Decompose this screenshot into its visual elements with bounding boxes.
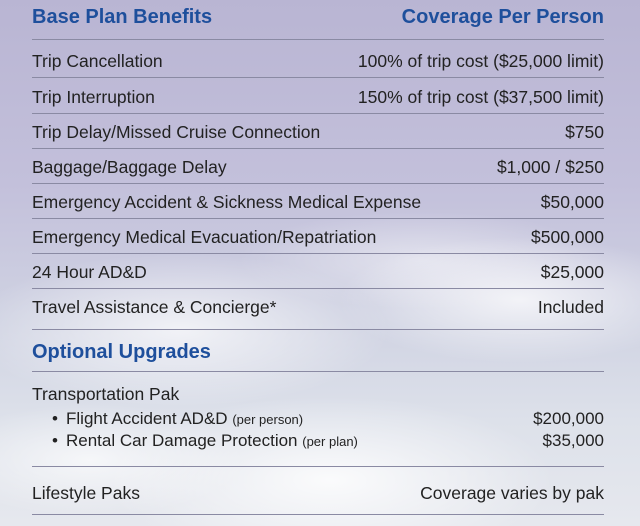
bullet: • [52, 431, 58, 450]
divider [32, 466, 604, 467]
benefit-label: Baggage/Baggage Delay [32, 157, 227, 177]
benefit-label: Trip Cancellation [32, 51, 163, 71]
lifestyle-paks-label: Lifestyle Paks [32, 483, 140, 503]
coverage-heading: Coverage Per Person [401, 6, 604, 28]
benefit-label: Emergency Medical Evacuation/Repatriation [32, 227, 377, 247]
upgrade-item-label: Flight Accident AD&D (per person) [66, 409, 304, 428]
upgrade-item-value: $200,000 [533, 409, 604, 428]
divider [32, 113, 604, 114]
upgrade-item-note: (per person) [232, 412, 304, 427]
benefit-value: $1,000 / $250 [496, 157, 604, 177]
divider [32, 77, 604, 78]
benefit-value: $750 [565, 122, 604, 142]
transportation-pak-label: Transportation Pak [32, 384, 180, 404]
divider [32, 148, 604, 149]
upgrades-heading: Optional Upgrades [32, 341, 211, 363]
benefit-value: $500,000 [531, 227, 604, 247]
upgrade-item-label: Rental Car Damage Protection (per plan) [66, 431, 358, 450]
divider [32, 514, 604, 515]
benefit-label: Trip Interruption [32, 87, 155, 107]
upgrade-item-value: $35,000 [542, 431, 604, 450]
divider [32, 329, 604, 330]
benefit-label: 24 Hour AD&D [32, 262, 147, 282]
benefit-value: $25,000 [540, 262, 604, 282]
divider [32, 218, 604, 219]
upgrade-item-note: (per plan) [302, 434, 358, 449]
benefit-value: 100% of trip cost ($25,000 limit) [357, 51, 604, 71]
divider [32, 371, 604, 372]
divider [32, 253, 604, 254]
benefit-value: 150% of trip cost ($37,500 limit) [357, 87, 604, 107]
lifestyle-paks-value: Coverage varies by pak [420, 483, 604, 503]
benefits-heading: Base Plan Benefits [32, 6, 213, 28]
divider [32, 288, 604, 289]
benefit-label: Emergency Accident & Sickness Medical Expense [32, 192, 422, 212]
bullet: • [52, 409, 58, 428]
benefit-label: Travel Assistance & Concierge* [32, 297, 277, 317]
benefit-value: $50,000 [540, 192, 604, 212]
divider [32, 183, 604, 184]
divider [32, 39, 604, 40]
benefit-label: Trip Delay/Missed Cruise Connection [32, 122, 321, 142]
benefit-value: Included [537, 297, 604, 317]
